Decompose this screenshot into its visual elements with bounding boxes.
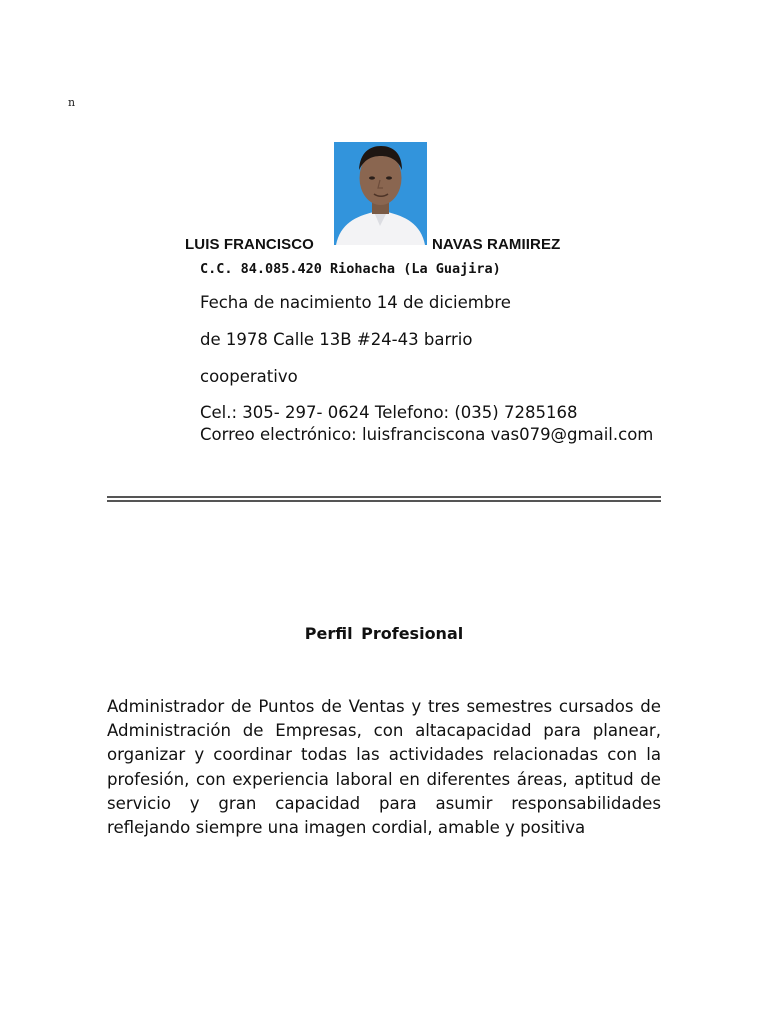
divider-line (107, 500, 661, 502)
email-line: Correo electrónico: luisfranciscona vas079@gmail.com (200, 425, 654, 444)
portrait-icon (334, 142, 427, 245)
stray-mark: n (68, 96, 76, 109)
birth-date-line: Fecha de nacimiento 14 de diciembre (200, 293, 511, 312)
phone-line: Cel.: 305- 297- 0624 Telefono: (035) 7285168 (200, 403, 578, 422)
section-title: Perfil Profesional (304, 624, 464, 643)
profile-paragraph: Administrador de Puntos de Ventas y tres semestres cursados de Administración de Empresas, con altacapacidad para planear, organizar y coordinar todas las actividades relacionadas con la profesión, con experiencia laboral en diferentes áreas, aptitud de servicio y gran capacidad para asumir responsabilidades reflejando siempre una imagen cordial, amable y positiva (107, 697, 661, 838)
address-line: de 1978 Calle 13B #24-43 barrio (200, 330, 473, 349)
address-line-2: cooperativo (200, 367, 298, 386)
name-first: LUIS FRANCISCO (185, 236, 314, 253)
portrait-photo (334, 142, 427, 245)
name-last: NAVAS RAMIIREZ (432, 236, 561, 253)
divider-line (107, 496, 661, 498)
id-line: C.C. 84.085.420 Riohacha (La Guajira) (200, 261, 501, 277)
